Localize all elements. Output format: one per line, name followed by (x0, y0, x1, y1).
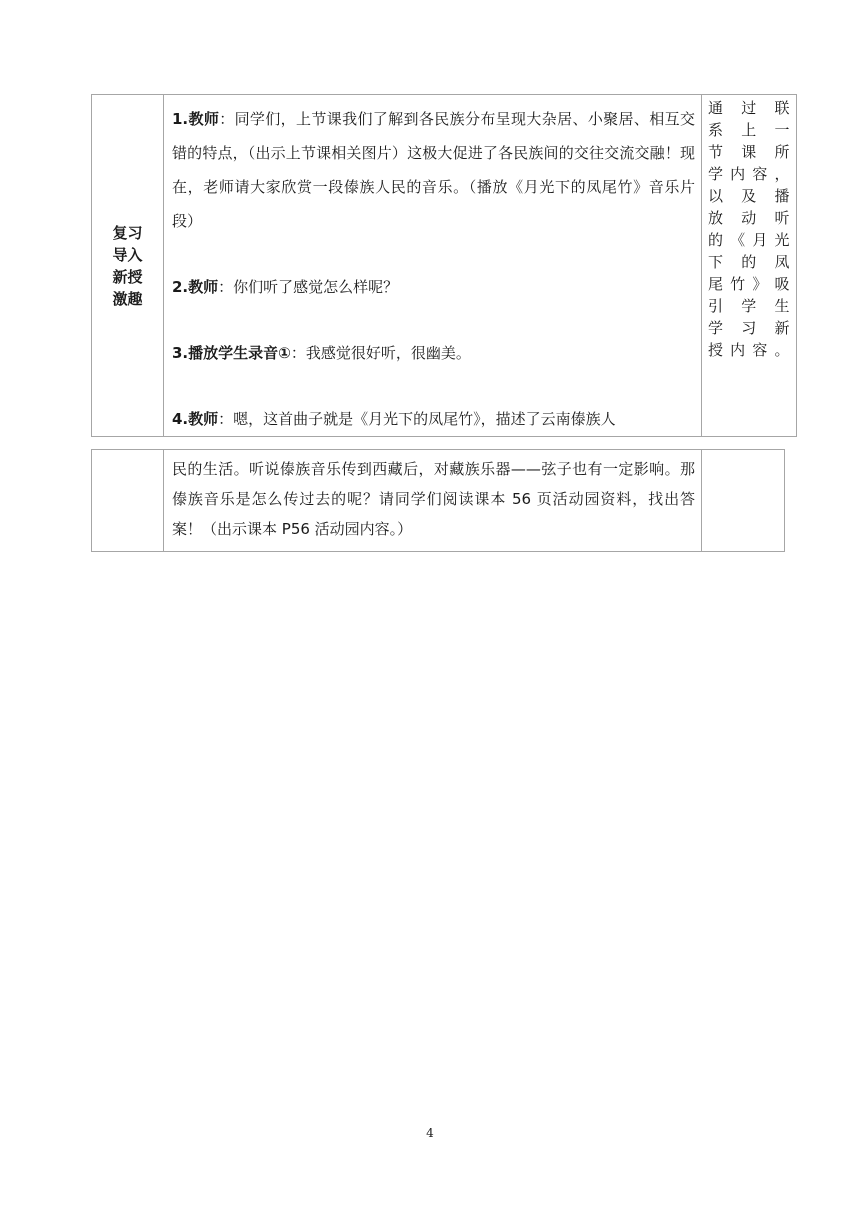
dialogue-item-3: 3.播放学生录音①：我感觉很好听，很幽美。 (172, 344, 471, 362)
section-label-line: 激趣 (112, 289, 143, 308)
dialogue-text: 你们听了感觉怎么样呢？ (233, 278, 399, 296)
lesson-table-part-1 (91, 94, 797, 437)
dialogue-text: 嗯，这首曲子就是《月光下的凤尾竹》，描述了云南傣族人 (233, 410, 616, 428)
intent-line: 下的凤 (708, 253, 790, 271)
intent-line: 尾竹》吸 (708, 275, 790, 293)
intent-line: 学内容， (708, 165, 790, 183)
teaching-content-continued-cell (164, 450, 702, 552)
intent-line: 的《月光 (708, 231, 790, 249)
intent-line: 引学生 (708, 297, 790, 315)
dialogue-text: 我感觉很好听，很幽美。 (305, 344, 471, 362)
continued-text: 民的生活。听说傣族音乐传到西藏后，对藏族乐器——弦子也有一定影响。那傣族音乐是怎么传过去的呢？请同学们阅读课本 56 页活动园资料，找出答案！（出示课本 P56 活动园内容。） (172, 460, 695, 538)
speaker-label: 3.播放学生录音① (172, 344, 291, 362)
intent-line: 放动听 (708, 209, 790, 227)
empty-note-cell (702, 450, 785, 552)
design-intent-cell (702, 95, 797, 437)
page-number: 4 (426, 1126, 434, 1140)
lesson-table-part-2 (91, 449, 785, 552)
speaker-label: 1.教师 (172, 110, 220, 128)
section-label-line: 复习 (112, 223, 143, 242)
intent-line: 授内容。 (708, 341, 790, 359)
intent-line: 以及播 (708, 187, 790, 205)
section-label-line: 新授 (112, 267, 143, 286)
speaker-label: 2.教师 (172, 278, 219, 296)
section-label-cell (92, 95, 164, 437)
speaker-label: 4.教师 (172, 410, 219, 428)
dialogue-text: 同学们，上节课我们了解到各民族分布呈现大杂居、小聚居、相互交错的特点，（出示上节课相关图片）这极大促进了各民族间的交往交流交融！现在，老师请大家欣赏一段傣族人民的音乐。（播放《月光下的凤尾竹》音乐片段） (172, 110, 695, 230)
section-label-line: 导入 (112, 245, 143, 264)
dialogue-item-1: 1.教师：同学们，上节课我们了解到各民族分布呈现大杂居、小聚居、相互交错的特点，（出示上节课相关图片）这极大促进了各民族间的交往交流交融！现在，老师请大家欣赏一段傣族人民的音乐。（播放《月光下的凤尾竹》音乐片段） (172, 110, 695, 230)
empty-label-cell (92, 450, 164, 552)
dialogue-item-2: 2.教师：你们听了感觉怎么样呢？ (172, 278, 399, 296)
dialogue-item-4: 4.教师：嗯，这首曲子就是《月光下的凤尾竹》，描述了云南傣族人 (172, 410, 616, 428)
intent-line: 通过联 (708, 99, 790, 117)
intent-line: 系上一 (708, 121, 790, 139)
intent-line: 学习新 (708, 319, 790, 337)
intent-line: 节课所 (708, 143, 790, 161)
teaching-content-cell (164, 95, 702, 437)
